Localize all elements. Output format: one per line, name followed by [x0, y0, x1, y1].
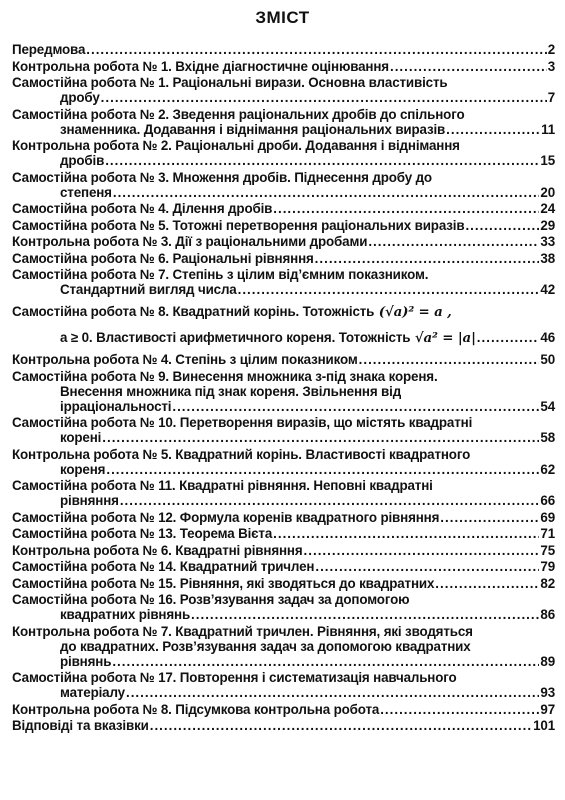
page-number: 66: [540, 493, 555, 508]
toc-entry[interactable]: [12, 234, 555, 249]
page-number: 82: [540, 575, 555, 591]
toc-entry-line: [12, 592, 555, 607]
dot-leader: [390, 59, 547, 74]
dot-leader: [435, 576, 539, 591]
toc-entry-text: Самостійна робота № 12. Формула коренів квадратного рівняння: [12, 509, 440, 525]
dot-leader: [238, 282, 540, 297]
toc-entry-line: [12, 352, 555, 367]
toc-entry-line: [12, 430, 555, 445]
toc-entry[interactable]: [12, 170, 555, 200]
toc-entry-line: [12, 399, 555, 414]
page-number: 54: [540, 398, 555, 414]
page-number: 58: [540, 430, 555, 445]
dot-leader: [105, 153, 539, 168]
dot-leader: [86, 42, 546, 57]
dot-leader: [315, 559, 539, 574]
toc-entry[interactable]: [12, 592, 555, 622]
toc-entry-text: Самостійна робота № 7. Степінь з цілим від’ємним показником.: [12, 267, 429, 282]
dot-leader: [172, 399, 539, 414]
page-number: 42: [540, 282, 555, 297]
toc-entry[interactable]: [12, 75, 555, 105]
toc-entry-text: кореня: [60, 461, 106, 477]
toc-entry-text: a ≥ 0. Властивості арифметичного кореня. Тотожність: [60, 329, 411, 345]
page-title: ЗМІСТ: [255, 8, 310, 27]
dot-leader: [368, 234, 539, 249]
toc-entry-text: Контрольна робота № 8. Підсумкова контрольна робота: [12, 701, 380, 717]
toc-entry-line: [12, 670, 555, 685]
page-number: 62: [540, 461, 555, 477]
page-number: 3: [547, 58, 555, 74]
toc-entry-line: [12, 122, 555, 137]
dot-leader: [102, 430, 539, 445]
toc-entry-line: [12, 607, 555, 622]
toc-entry-line: [12, 415, 555, 430]
dot-leader: [359, 352, 540, 367]
page-number: 79: [540, 559, 555, 574]
toc-entry-text: Самостійна робота № 1. Раціональні вирази. Основна властивість: [12, 75, 448, 90]
page-number: 29: [540, 217, 555, 233]
toc-entry-text: ірраціональності: [60, 398, 172, 414]
math-identity: √a² = |a|: [410, 329, 476, 346]
page-number: 11: [541, 121, 555, 137]
toc-entry[interactable]: [12, 576, 555, 591]
toc-entry-line: [12, 170, 555, 185]
toc-entry-text: Самостійна робота № 10. Перетворення виразів, що містять квадратні: [12, 415, 473, 430]
toc-entry-text: Самостійна робота № 6. Раціональні рівняння: [12, 250, 314, 266]
toc-entry-line: [12, 107, 555, 122]
page-number: 69: [540, 509, 555, 525]
toc-entry-line: [12, 624, 555, 639]
toc-entry-line: [12, 251, 555, 266]
toc-entry[interactable]: [12, 59, 555, 74]
toc-entry-line: [12, 42, 555, 57]
toc-entry[interactable]: [12, 718, 555, 733]
page-number: 20: [540, 184, 555, 200]
page-number: 86: [540, 607, 555, 622]
page-number: 93: [540, 685, 555, 700]
dot-leader: [191, 607, 539, 622]
page-number: 7: [547, 90, 555, 105]
toc-entry[interactable]: [12, 267, 555, 297]
page-number: 89: [540, 653, 555, 669]
toc-entry-text: квадратних рівнянь: [60, 607, 191, 622]
toc-entry-text: дробів: [60, 153, 105, 168]
page-number: 101: [533, 718, 555, 733]
toc-entry-line: [12, 478, 555, 493]
toc-entry-text: знаменника. Додавання і віднімання раціональних виразів: [60, 121, 446, 137]
page-number: 24: [540, 201, 555, 216]
toc-entry-line: [12, 369, 555, 384]
toc-entry-line: [12, 718, 555, 733]
page-number: 75: [540, 542, 555, 558]
dot-leader: [113, 185, 540, 200]
toc-entry-line: [12, 153, 555, 168]
toc-entry-line: [12, 559, 555, 574]
page-number: 46: [540, 329, 555, 345]
toc-entry-line: [12, 384, 555, 399]
toc-entry-text: Передмова: [12, 42, 86, 57]
toc-entry-text: Контрольна робота № 5. Квадратний корінь. Властивості квадратного: [12, 446, 471, 462]
toc-entry-text: Самостійна робота № 13. Теорема Вієта: [12, 526, 273, 541]
dot-leader: [315, 251, 540, 266]
toc-entry-line: [12, 282, 555, 297]
toc-entry-text: матеріалу: [60, 685, 125, 700]
dot-leader: [112, 654, 539, 669]
dot-leader: [273, 201, 539, 216]
toc-entry[interactable]: [12, 447, 555, 477]
dot-leader: [273, 526, 539, 541]
dot-leader: [446, 122, 540, 137]
toc-entry-line: [12, 299, 555, 325]
toc-entry-text: Самостійна робота № 3. Множення дробів. Піднесення дробу до: [12, 169, 432, 185]
toc-entry[interactable]: [12, 702, 555, 717]
toc-entry-line: [12, 234, 555, 249]
toc-entry[interactable]: [12, 251, 555, 266]
toc-entry-text: Контрольна робота № 1. Вхідне діагностичне оцінювання: [12, 58, 389, 74]
toc-entry-line: [12, 201, 555, 216]
toc-entry-line: [12, 639, 555, 654]
toc-entry[interactable]: [12, 201, 555, 216]
toc-entry-text: Стандартний вигляд числа: [60, 282, 237, 297]
table-of-contents: [12, 42, 555, 735]
toc-entry-text: Самостійна робота № 15. Рівняння, які зводяться до квадратних: [12, 575, 435, 591]
toc-entry-line: [12, 325, 555, 351]
toc-entry-text: Самостійна робота № 17. Повторення і систематизація навчального: [12, 670, 457, 685]
toc-entry-text: Самостійна робота № 5. Тотожні перетворення раціональних виразів: [12, 217, 465, 233]
dot-leader: [101, 90, 547, 105]
toc-entry-text: Відповіді та вказівки: [12, 718, 149, 733]
dot-leader: [477, 325, 540, 351]
toc-entry[interactable]: [12, 526, 555, 541]
dot-leader: [150, 718, 532, 733]
toc-entry-line: [12, 654, 555, 669]
dot-leader: [120, 493, 540, 508]
dot-leader: [304, 543, 540, 558]
toc-entry[interactable]: [12, 107, 555, 137]
toc-entry-text: Самостійна робота № 2. Зведення раціональних дробів до спільного: [12, 106, 465, 122]
toc-entry-line: [12, 685, 555, 700]
toc-entry-line: [12, 526, 555, 541]
toc-entry-text: Самостійна робота № 11. Квадратні рівняння. Неповні квадратні: [12, 478, 433, 493]
toc-entry-line: [12, 218, 555, 233]
toc-entry-line: [12, 576, 555, 591]
toc-entry[interactable]: [12, 369, 555, 414]
dot-leader: [106, 462, 539, 477]
toc-entry-line: [12, 90, 555, 105]
toc-entry-text: Контрольна робота № 4. Степінь з цілим показником: [12, 352, 358, 367]
page-number: 33: [540, 234, 555, 249]
toc-entry[interactable]: [12, 138, 555, 168]
dot-leader: [465, 218, 539, 233]
toc-entry[interactable]: [12, 624, 555, 669]
dot-leader: [126, 685, 539, 700]
toc-entry-line: [12, 702, 555, 717]
toc-entry-line: [12, 138, 555, 153]
toc-entry-text: степеня: [60, 184, 112, 200]
toc-entry-line: [12, 267, 555, 282]
toc-entry-text: Самостійна робота № 4. Ділення дробів: [12, 201, 273, 216]
page-number: 97: [540, 701, 555, 717]
toc-entry[interactable]: [12, 415, 555, 445]
page-number: 15: [540, 153, 555, 168]
toc-entry[interactable]: [12, 218, 555, 233]
toc-entry-line: [12, 493, 555, 508]
toc-entry[interactable]: [12, 299, 555, 351]
toc-entry-line: [12, 59, 555, 74]
toc-entry-text: дробу: [60, 90, 100, 105]
toc-entry-text: до квадратних. Розв’язування задач за допомогою квадратних: [60, 638, 471, 654]
dot-leader: [380, 702, 539, 717]
toc-entry-text: рівнянь: [60, 653, 112, 669]
page-number: 2: [547, 42, 555, 57]
toc-entry-text: Контрольна робота № 6. Квадратні рівняння: [12, 542, 303, 558]
dot-leader: [440, 510, 539, 525]
toc-entry[interactable]: [12, 478, 555, 508]
toc-entry[interactable]: [12, 42, 555, 57]
toc-entry-line: [12, 447, 555, 462]
toc-entry-text: Самостійна робота № 14. Квадратний тричлен: [12, 559, 315, 574]
page-number: 50: [540, 352, 555, 367]
toc-entry-text: Внесення множника під знак кореня. Звільнення від: [60, 383, 402, 399]
toc-entry-text: корені: [60, 430, 102, 445]
toc-entry[interactable]: [12, 543, 555, 558]
toc-entry[interactable]: [12, 352, 555, 367]
toc-entry-line: [12, 510, 555, 525]
toc-entry-line: [12, 462, 555, 477]
toc-entry-line: [12, 185, 555, 200]
toc-entry-text: Контрольна робота № 7. Квадратний тричлен. Рівняння, які зводяться: [12, 623, 473, 639]
toc-entry-text: рівняння: [60, 493, 119, 508]
toc-entry-text: Самостійна робота № 8. Квадратний корінь. Тотожність: [12, 303, 375, 319]
math-identity: (√a)² = a ,: [374, 303, 452, 320]
toc-entry[interactable]: [12, 559, 555, 574]
toc-entry-text: Самостійна робота № 16. Розв’язування задач за допомогою: [12, 592, 410, 607]
page-number: 71: [540, 526, 555, 541]
toc-entry[interactable]: [12, 670, 555, 700]
toc-entry-line: [12, 75, 555, 90]
toc-entry-text: Контрольна робота № 2. Раціональні дроби. Додавання і віднімання: [12, 138, 460, 153]
toc-entry-line: [12, 543, 555, 558]
toc-entry-text: Контрольна робота № 3. Дії з раціональними дробами: [12, 234, 368, 249]
page-number: 38: [540, 250, 555, 266]
toc-entry[interactable]: [12, 510, 555, 525]
toc-entry-text: Самостійна робота № 9. Винесення множника з-під знака кореня.: [12, 368, 438, 384]
